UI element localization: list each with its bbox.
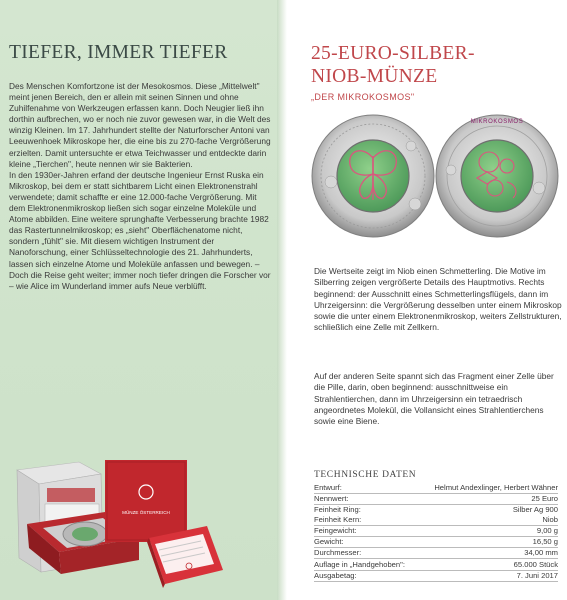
left-body-text <box>9 81 271 292</box>
tech-value: 34,00 mm <box>417 548 558 559</box>
left-paragraph-1: Des Menschen Komfortzone ist der Mesokosmos. Diese „Mittelwelt" meint jenen Bereich, den er allein mit seinen Sinnen und ohne Zuhilfenahme von Werkzeugen erfassen kann. Doch Neugier ließ ihn dorthin aufbrechen, wo er noch nie zuvor gewesen war, in die Welt des winzig Kleinen. Im 17. Jahrhundert stellte der Naturforscher Antoni van Leeuwenhoek Mikroskope her, die eine bis zu 270-fache Vergrößerung erzielten. Damit untersuchte er etwa Teichwasser und entdeckte darin kleine „Tierchen", heute nennen wir sie Bakterien. <box>9 81 271 169</box>
tech-data-table <box>314 482 558 582</box>
coin-packaging-image <box>9 452 271 597</box>
tech-label: Feingewicht: <box>314 525 417 536</box>
tech-label: Ausgabetag: <box>314 570 417 581</box>
red-lid <box>105 460 187 542</box>
tech-row <box>314 559 558 570</box>
tech-row <box>314 482 558 493</box>
tech-row <box>314 570 558 581</box>
tech-value: 16,50 g <box>417 537 558 548</box>
tech-label: Feinheit Ring: Feinheit Kern: <box>314 504 417 525</box>
coin-obverse <box>312 115 434 237</box>
tech-row <box>314 504 558 525</box>
tech-value: 7. Juni 2017 <box>417 570 558 581</box>
tech-label: Nennwert: <box>314 493 417 504</box>
left-paragraph-2: In den 1930er-Jahren erfand der deutsche Ingenieur Ernst Ruska ein Mikroskop, bei dem er statt sichtbarem Licht einen Elektronenstrahl verwendete; damit schaffte er eine 12.000-fache Vergrößerung. Mit dem Elektronenmikroskop ließen sich sogar einzelne Moleküle und Atome abbilden. Eine weitere sprunghafte Verbesserung brachte 1982 das Rastertunnelmikroskop; es „sieht" Oberflächenatome nicht, sondern „fühlt" sie. Mit diesem wichtigen Instrument der Nanoforschung, einer Schlüsseltechnologie des 21. Jahrhunderts, lassen sich einzelne Atome und Moleküle anfassen und bewegen. – Doch die Reise geht weiter; immer noch tiefer dringen die Forscher vor – wie Alice im Wunderland immer aufs Neue verblüfft. <box>9 169 271 291</box>
tech-label: Entwurf: <box>314 482 417 493</box>
tech-row <box>314 548 558 559</box>
tech-label: Auflage in „Handgehoben": <box>314 559 417 570</box>
left-panel <box>0 0 277 600</box>
right-panel <box>287 0 567 600</box>
tech-value: Helmut Andexlinger, Herbert Wähner <box>417 482 558 493</box>
coin-images <box>311 112 563 242</box>
left-heading: TIEFER, IMMER TIEFER <box>9 42 228 63</box>
tech-row <box>314 537 558 548</box>
tech-value: 9,00 g <box>417 525 558 536</box>
coin-description-2: Auf der anderen Seite spannt sich das Fragment einer Zelle über die Pille, darin, oben beginnend: ausschnittweise ein Strahlentierchen, dann im Uhrzeigersinn ein tetraedrisch angeordnetes Molekül, die Vollansicht eines Strahlentierchens sowie eine Biene. <box>314 371 554 427</box>
tech-value: 65.000 Stück <box>417 559 558 570</box>
tech-data-heading: TECHNISCHE DATEN <box>314 470 417 480</box>
coin-subtitle: „DER MIKROKOSMOS" <box>311 92 415 102</box>
coin-title-line-2: NIOB-MÜNZE <box>311 66 438 87</box>
page-fold <box>277 0 287 600</box>
tech-row <box>314 493 558 504</box>
coin-reverse <box>436 115 558 237</box>
coin-description-1: Die Wertseite zeigt im Niob einen Schmetterling. Die Motive im Silberring zeigen vergrößerte Details des Hauptmotivs. Rechts beginnend: der Ausschnitt eines Schmetterlingsflügels, dann im Uhrzeigersinn: die Vergrößerung desselben unter einem Mikroskop sowie die unter einem Elektronenmikroskop, weiters Zellstrukturen, schließlich eine Zelle mit Zellkern. <box>314 266 562 333</box>
tech-row <box>314 525 558 536</box>
tech-label: Durchmesser: <box>314 548 417 559</box>
tech-value: Silber Ag 900 Niob <box>417 504 558 525</box>
tech-value: 25 Euro <box>417 493 558 504</box>
coin-title-line-1: 25-EURO-SILBER- <box>311 43 475 64</box>
coin-ring-text: MIKROKOSMOS <box>470 119 524 125</box>
tech-label: Gewicht: <box>314 537 417 548</box>
package-label: MÜNZE ÖSTERREICH <box>122 510 170 515</box>
